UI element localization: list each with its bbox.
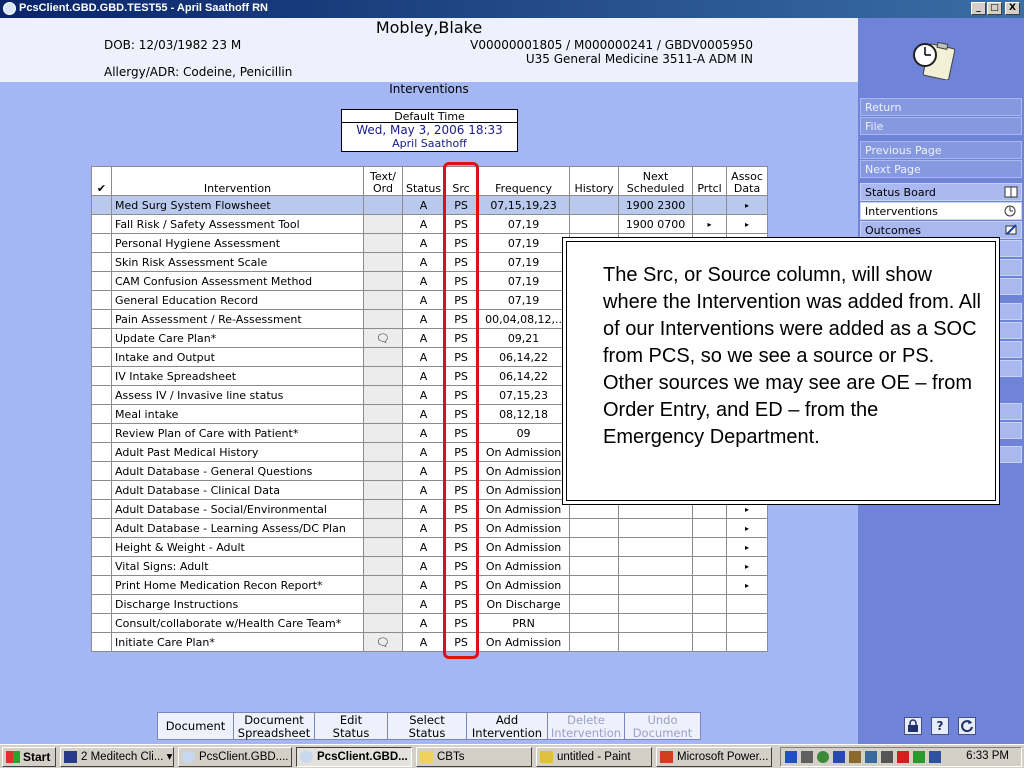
status-cell: A <box>403 310 445 329</box>
intervention-name-cell[interactable]: CAM Confusion Assessment Method <box>112 272 364 291</box>
minimize-button[interactable]: _ <box>971 2 986 15</box>
default-time-label: Default Time <box>342 110 517 123</box>
frequency-cell: 06,14,22 <box>478 348 570 367</box>
table-row[interactable] <box>92 633 768 652</box>
callout-text: The Src, or Source column, will show where the Intervention was added from. All of our Interventions were added as a SOC from PCS, so we see a source or PS. Other sources we may see are OE – from Order Entry, and ED – from the Emergency Department. <box>603 264 981 448</box>
intervention-name-cell[interactable]: Adult Database - Learning Assess/DC Plan <box>112 519 364 538</box>
frequency-cell: 07,19 <box>478 253 570 272</box>
status-cell: A <box>403 405 445 424</box>
prtcl-cell <box>693 633 727 652</box>
add-intervention-button[interactable] <box>466 712 548 740</box>
task-label: CBTs <box>437 751 465 763</box>
history-cell <box>570 595 619 614</box>
task-cbts[interactable] <box>416 747 532 767</box>
task-paint[interactable] <box>536 747 652 767</box>
pencil-icon <box>1004 224 1018 236</box>
frequency-cell: On Admission <box>478 481 570 500</box>
task-pcsclient-2[interactable] <box>296 747 412 767</box>
task-label: PcsClient.GBD.... <box>199 751 289 763</box>
document-spreadsheet-button[interactable] <box>233 712 315 740</box>
frequency-cell: On Admission <box>478 538 570 557</box>
close-button[interactable]: X <box>1005 2 1020 15</box>
header-assoc-line2: Data <box>733 182 761 195</box>
patient-name: Mobley,Blake <box>375 18 483 37</box>
header-text-line2: Ord <box>373 182 393 195</box>
src-cell: PS <box>445 310 478 329</box>
src-cell: PS <box>445 215 478 234</box>
src-cell: PS <box>445 253 478 272</box>
status-cell: A <box>403 291 445 310</box>
btn-line1: Add <box>495 713 519 727</box>
src-cell: PS <box>445 196 478 215</box>
frequency-cell: 07,15,23 <box>478 386 570 405</box>
tray-antivirus-icon[interactable] <box>817 751 829 763</box>
btn-line2: Spreadsheet <box>237 726 311 740</box>
nav-status-board[interactable] <box>860 183 1022 201</box>
frequency-column-header: Frequency <box>478 167 570 196</box>
table-row[interactable] <box>92 614 768 633</box>
table-row[interactable] <box>92 215 768 234</box>
frequency-cell: 00,04,08,12,.. <box>478 310 570 329</box>
row-check-cell <box>92 234 112 253</box>
refresh-glyph <box>960 719 974 733</box>
intervention-name-cell[interactable]: Adult Database - General Questions <box>112 462 364 481</box>
history-cell <box>570 215 619 234</box>
btn-line1: Document <box>244 713 304 727</box>
header-next-line1: Next <box>642 170 669 183</box>
intervention-name-cell[interactable]: Update Care Plan* <box>112 329 364 348</box>
row-check-cell <box>92 576 112 595</box>
frequency-cell: On Admission <box>478 500 570 519</box>
src-cell: PS <box>445 329 478 348</box>
text-ord-cell <box>364 234 403 253</box>
src-cell: PS <box>445 557 478 576</box>
text-ord-cell <box>364 272 403 291</box>
row-check-cell <box>92 272 112 291</box>
status-cell: A <box>403 215 445 234</box>
src-cell: PS <box>445 576 478 595</box>
text-ord-cell <box>364 519 403 538</box>
status-cell: A <box>403 367 445 386</box>
tray-mixer-icon[interactable] <box>881 751 893 763</box>
row-check-cell <box>92 367 112 386</box>
tray-display-icon[interactable] <box>929 751 941 763</box>
patient-allergy: Allergy/ADR: Codeine, Penicillin <box>104 65 293 79</box>
next-scheduled-cell <box>619 633 693 652</box>
pcsclient-icon <box>300 751 313 763</box>
row-check-cell <box>92 386 112 405</box>
text-ord-cell <box>364 481 403 500</box>
header-next-line2: Scheduled <box>626 182 685 195</box>
patient-location: U35 General Medicine 3511-A ADM IN <box>525 52 753 66</box>
select-status-button[interactable] <box>387 712 467 740</box>
nav-interventions-label: Interventions <box>865 205 938 218</box>
window-title-bar <box>0 0 1024 18</box>
header-text-line1: Text/ <box>370 170 396 183</box>
history-cell <box>570 576 619 595</box>
pcsclient-icon <box>182 751 195 763</box>
history-column-header: History <box>570 167 619 196</box>
table-row[interactable] <box>92 196 768 215</box>
header-assoc-line1: Assoc <box>731 170 763 183</box>
src-column-header: Src <box>445 167 478 196</box>
frequency-cell: 07,19 <box>478 272 570 291</box>
assoc-data-cell[interactable]: ▸ <box>727 196 768 215</box>
next-scheduled-cell: 1900 0700 <box>619 215 693 234</box>
next-scheduled-cell <box>619 538 693 557</box>
btn-line2: Document <box>632 726 693 740</box>
system-tray <box>780 747 1022 767</box>
status-cell: A <box>403 576 445 595</box>
assoc-data-cell[interactable]: ▸ <box>727 519 768 538</box>
table-row[interactable] <box>92 576 768 595</box>
nav-return[interactable]: Return <box>860 98 1022 116</box>
text-ord-cell: 🗨 <box>364 633 403 652</box>
btn-line2: Status <box>332 726 370 740</box>
default-time-box[interactable] <box>341 109 518 152</box>
refresh-icon[interactable] <box>958 717 976 735</box>
delete-intervention-button[interactable] <box>547 712 625 740</box>
btn-line1: Edit <box>339 713 363 727</box>
status-cell: A <box>403 500 445 519</box>
window-title: PcsClient.GBD.GBD.TEST55 - April Saathoff RN <box>19 2 268 14</box>
prtcl-cell <box>693 519 727 538</box>
table-header-row <box>92 167 768 196</box>
status-cell: A <box>403 253 445 272</box>
text-ord-cell <box>364 291 403 310</box>
text-ord-cell <box>364 500 403 519</box>
frequency-cell: 07,15,19,23 <box>478 196 570 215</box>
prtcl-cell <box>693 538 727 557</box>
task-pcsclient-1[interactable] <box>178 747 292 767</box>
tray-printer-icon[interactable] <box>801 751 813 763</box>
tray-monitor-icon[interactable] <box>865 751 877 763</box>
src-cell: PS <box>445 481 478 500</box>
next-scheduled-column-header <box>619 167 693 196</box>
prtcl-column-header: Prtcl <box>693 167 727 196</box>
intervention-name-cell[interactable]: General Education Record <box>112 291 364 310</box>
tray-clock: 6:33 PM <box>966 750 1009 762</box>
assoc-data-cell <box>727 633 768 652</box>
edit-status-button[interactable] <box>314 712 388 740</box>
status-cell: A <box>403 595 445 614</box>
row-check-cell <box>92 424 112 443</box>
intervention-name-cell[interactable]: Initiate Care Plan* <box>112 633 364 652</box>
task-label: Microsoft Power... <box>677 751 769 763</box>
task-label: 2 Meditech Cli... ▾ <box>81 751 173 763</box>
row-check-cell <box>92 196 112 215</box>
frequency-cell: 09,21 <box>478 329 570 348</box>
status-cell: A <box>403 462 445 481</box>
assoc-data-cell[interactable]: ▸ <box>727 557 768 576</box>
row-check-cell <box>92 348 112 367</box>
prtcl-cell <box>693 196 727 215</box>
intervention-name-cell[interactable]: Assess IV / Invasive line status <box>112 386 364 405</box>
src-cell: PS <box>445 595 478 614</box>
text-ord-cell: 🗨 <box>364 329 403 348</box>
powerpoint-icon <box>660 751 673 763</box>
status-cell: A <box>403 348 445 367</box>
frequency-cell: On Admission <box>478 557 570 576</box>
prtcl-cell[interactable]: ▸ <box>693 215 727 234</box>
nav-interventions[interactable] <box>860 202 1022 220</box>
maximize-button[interactable]: □ <box>987 2 1002 15</box>
lock-icon[interactable] <box>904 717 922 735</box>
row-check-cell <box>92 633 112 652</box>
src-cell: PS <box>445 519 478 538</box>
intervention-name-cell[interactable]: Pain Assessment / Re-Assessment <box>112 310 364 329</box>
intervention-name-cell[interactable]: Fall Risk / Safety Assessment Tool <box>112 215 364 234</box>
table-row[interactable] <box>92 557 768 576</box>
intervention-name-cell[interactable]: Skin Risk Assessment Scale <box>112 253 364 272</box>
text-ord-cell <box>364 196 403 215</box>
default-time-user: April Saathoff <box>392 137 467 150</box>
intervention-name-cell[interactable]: Intake and Output <box>112 348 364 367</box>
windows-logo-icon <box>6 751 20 763</box>
prtcl-cell <box>693 576 727 595</box>
prtcl-cell <box>693 595 727 614</box>
row-check-cell <box>92 253 112 272</box>
next-scheduled-cell: 1900 2300 <box>619 196 693 215</box>
windows-taskbar <box>0 744 1024 768</box>
next-scheduled-cell <box>619 614 693 633</box>
intervention-name-cell[interactable]: Height & Weight - Adult <box>112 538 364 557</box>
src-cell: PS <box>445 272 478 291</box>
btn-line2: Intervention <box>471 726 543 740</box>
btn-line2: Status <box>408 726 446 740</box>
intervention-name-cell[interactable]: Discharge Instructions <box>112 595 364 614</box>
paint-icon <box>540 751 553 763</box>
status-cell: A <box>403 519 445 538</box>
clock-icon <box>1004 205 1018 217</box>
text-ord-column-header <box>364 167 403 196</box>
text-ord-cell <box>364 310 403 329</box>
intervention-name-cell[interactable]: Adult Past Medical History <box>112 443 364 462</box>
frequency-cell: PRN <box>478 614 570 633</box>
frequency-cell: 09 <box>478 424 570 443</box>
src-cell: PS <box>445 633 478 652</box>
patient-dob: DOB: 12/03/1982 23 M <box>104 38 242 52</box>
status-cell: A <box>403 538 445 557</box>
next-scheduled-cell <box>619 519 693 538</box>
meditech-icon <box>64 751 77 763</box>
text-ord-cell <box>364 424 403 443</box>
task-meditech[interactable] <box>60 747 174 767</box>
status-cell: A <box>403 272 445 291</box>
table-row[interactable] <box>92 595 768 614</box>
start-label: Start <box>23 750 51 764</box>
history-cell <box>570 557 619 576</box>
page-title: Interventions <box>389 82 469 96</box>
src-cell: PS <box>445 234 478 253</box>
frequency-cell: On Admission <box>478 443 570 462</box>
frequency-cell: On Admission <box>478 462 570 481</box>
text-ord-cell <box>364 595 403 614</box>
nav-file[interactable]: File <box>860 117 1022 135</box>
assoc-data-cell[interactable]: ▸ <box>727 500 768 519</box>
src-cell: PS <box>445 367 478 386</box>
nav-previous-page[interactable]: Previous Page <box>860 141 1022 159</box>
src-cell: PS <box>445 291 478 310</box>
intervention-name-cell[interactable]: Meal intake <box>112 405 364 424</box>
undo-document-button[interactable] <box>624 712 701 740</box>
patient-header <box>0 18 858 82</box>
status-cell: A <box>403 481 445 500</box>
assoc-data-cell <box>727 595 768 614</box>
frequency-cell: On Admission <box>478 576 570 595</box>
row-check-cell <box>92 215 112 234</box>
task-powerpoint[interactable] <box>656 747 772 767</box>
status-cell: A <box>403 424 445 443</box>
text-ord-cell <box>364 405 403 424</box>
history-cell <box>570 633 619 652</box>
text-ord-cell <box>364 367 403 386</box>
row-check-cell <box>92 329 112 348</box>
status-cell: A <box>403 386 445 405</box>
frequency-cell: 07,19 <box>478 215 570 234</box>
prtcl-cell <box>693 614 727 633</box>
row-check-cell <box>92 310 112 329</box>
next-scheduled-cell <box>619 576 693 595</box>
src-cell: PS <box>445 500 478 519</box>
intervention-name-cell[interactable]: Print Home Medication Recon Report* <box>112 576 364 595</box>
text-ord-cell <box>364 215 403 234</box>
intervention-name-cell[interactable]: Consult/collaborate w/Health Care Team* <box>112 614 364 633</box>
nav-outcomes-label: Outcomes <box>865 224 921 237</box>
nav-next-page[interactable]: Next Page <box>860 160 1022 178</box>
task-label: untitled - Paint <box>557 751 631 763</box>
default-time-datetime: Wed, May 3, 2006 18:33 <box>356 123 503 137</box>
nav-status-board-label: Status Board <box>865 186 936 199</box>
frequency-cell: On Admission <box>478 519 570 538</box>
btn-line2: Intervention <box>550 726 622 740</box>
book-icon <box>1004 186 1018 198</box>
row-check-cell <box>92 481 112 500</box>
table-row[interactable] <box>92 519 768 538</box>
prtcl-cell <box>693 557 727 576</box>
row-check-cell <box>92 538 112 557</box>
status-cell: A <box>403 614 445 633</box>
frequency-cell: 07,19 <box>478 291 570 310</box>
status-cell: A <box>403 633 445 652</box>
assoc-data-cell[interactable]: ▸ <box>727 538 768 557</box>
row-check-cell <box>92 595 112 614</box>
row-check-cell <box>92 405 112 424</box>
status-cell: A <box>403 443 445 462</box>
text-ord-cell <box>364 253 403 272</box>
row-check-cell <box>92 443 112 462</box>
intervention-name-cell[interactable]: Adult Database - Social/Environmental <box>112 500 364 519</box>
intervention-column-header: Intervention <box>112 167 364 196</box>
src-cell: PS <box>445 538 478 557</box>
text-ord-cell <box>364 443 403 462</box>
intervention-name-cell[interactable]: Adult Database - Clinical Data <box>112 481 364 500</box>
status-cell: A <box>403 234 445 253</box>
instruction-callout <box>562 237 1000 505</box>
row-check-cell <box>92 557 112 576</box>
text-ord-cell <box>364 557 403 576</box>
text-ord-cell <box>364 614 403 633</box>
tray-shield-icon[interactable] <box>849 751 861 763</box>
folder-icon <box>420 751 433 763</box>
src-cell: PS <box>445 386 478 405</box>
frequency-cell: 07,19 <box>478 234 570 253</box>
intervention-name-cell[interactable]: IV Intake Spreadsheet <box>112 367 364 386</box>
tray-network-icon[interactable] <box>785 751 797 763</box>
assoc-data-cell <box>727 614 768 633</box>
status-cell: A <box>403 196 445 215</box>
src-cell: PS <box>445 405 478 424</box>
row-check-cell <box>92 462 112 481</box>
row-check-cell <box>92 519 112 538</box>
history-cell <box>570 538 619 557</box>
tray-wifi-icon[interactable] <box>913 751 925 763</box>
tray-n-icon[interactable] <box>897 751 909 763</box>
status-column-header: Status <box>403 167 445 196</box>
history-cell <box>570 614 619 633</box>
row-check-cell <box>92 500 112 519</box>
row-check-cell <box>92 291 112 310</box>
btn-line1: Delete <box>567 713 605 727</box>
history-cell <box>570 196 619 215</box>
src-cell: PS <box>445 443 478 462</box>
src-cell: PS <box>445 348 478 367</box>
btn-line1: Select <box>409 713 445 727</box>
account-numbers: V00000001805 / M000000241 / GBDV0005950 <box>470 38 753 52</box>
text-ord-cell <box>364 348 403 367</box>
status-cell: A <box>403 329 445 348</box>
check-column-header[interactable]: ✔ <box>92 167 112 196</box>
intervention-name-cell[interactable]: Review Plan of Care with Patient* <box>112 424 364 443</box>
src-cell: PS <box>445 614 478 633</box>
help-icon[interactable]: ? <box>931 717 949 735</box>
app-icon <box>3 2 16 15</box>
tray-app-icon[interactable] <box>833 751 845 763</box>
text-ord-cell <box>364 386 403 405</box>
start-button[interactable] <box>2 747 56 767</box>
assoc-data-cell[interactable]: ▸ <box>727 576 768 595</box>
history-cell <box>570 519 619 538</box>
frequency-cell: On Discharge <box>478 595 570 614</box>
lock-glyph <box>907 719 919 733</box>
row-check-cell <box>92 614 112 633</box>
assoc-data-cell[interactable]: ▸ <box>727 215 768 234</box>
frequency-cell: On Admission <box>478 633 570 652</box>
task-label: PcsClient.GBD... <box>317 751 408 763</box>
assoc-data-column-header <box>727 167 768 196</box>
intervention-name-cell[interactable]: Med Surg System Flowsheet <box>112 196 364 215</box>
text-ord-cell <box>364 576 403 595</box>
text-ord-cell <box>364 538 403 557</box>
next-scheduled-cell <box>619 595 693 614</box>
btn-line1: Undo <box>647 713 678 727</box>
frequency-cell: 06,14,22 <box>478 367 570 386</box>
intervention-name-cell[interactable]: Personal Hygiene Assessment <box>112 234 364 253</box>
frequency-cell: 08,12,18 <box>478 405 570 424</box>
document-button[interactable]: Document <box>157 712 234 740</box>
status-cell: A <box>403 557 445 576</box>
text-ord-cell <box>364 462 403 481</box>
intervention-name-cell[interactable]: Vital Signs: Adult <box>112 557 364 576</box>
patient-account <box>470 38 753 66</box>
clock-clipboard-icon <box>912 40 958 80</box>
next-scheduled-cell <box>619 557 693 576</box>
src-cell: PS <box>445 424 478 443</box>
table-row[interactable] <box>92 538 768 557</box>
src-cell: PS <box>445 462 478 481</box>
